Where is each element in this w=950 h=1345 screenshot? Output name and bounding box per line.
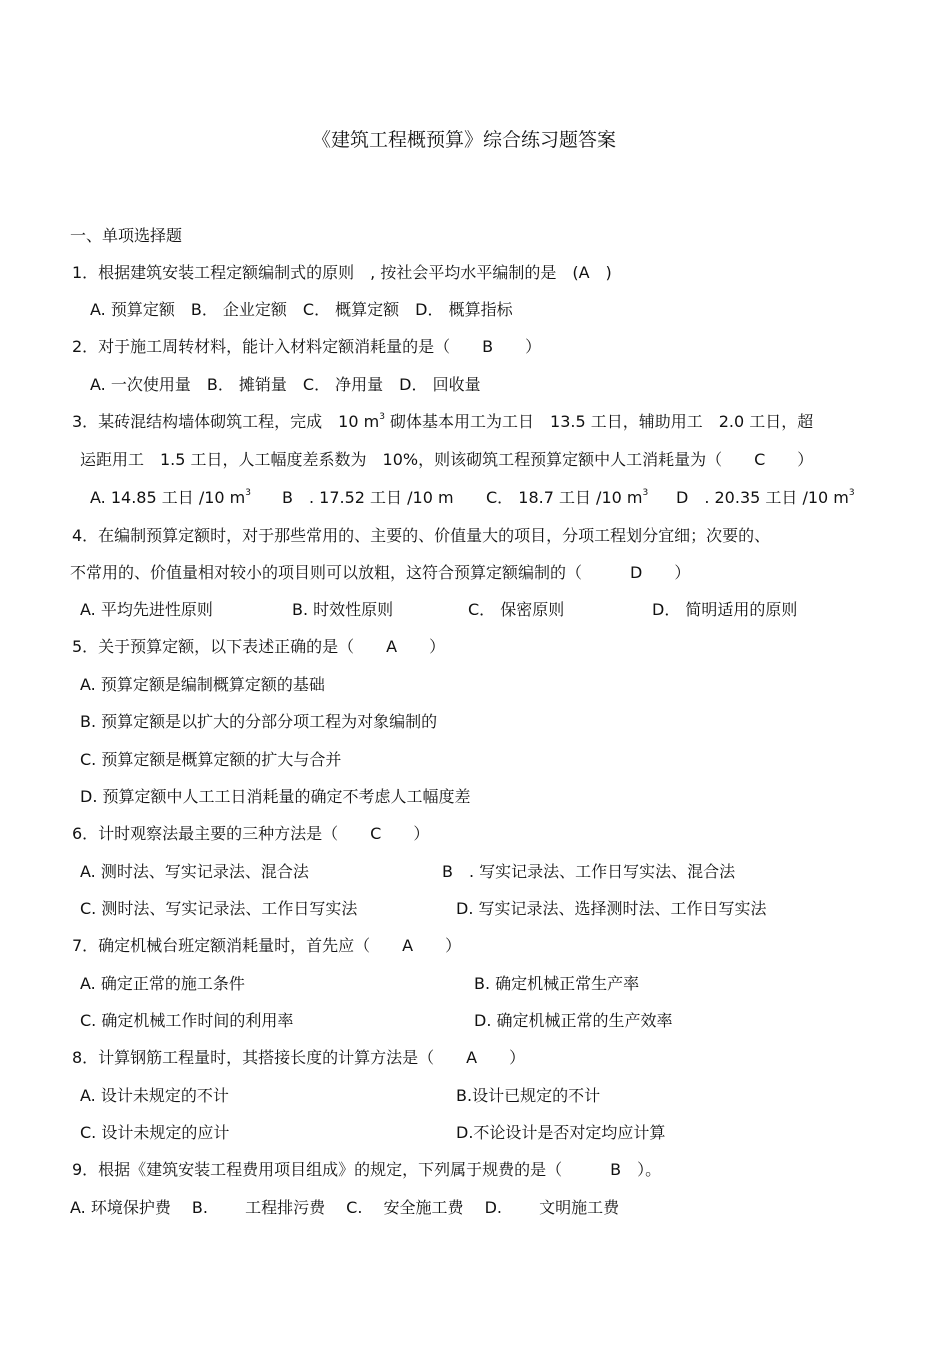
option-text: C． 18.7 工日 /10 m xyxy=(486,488,643,507)
question-6-option-b: B . 写实记录法、工作日写实法、混合法 xyxy=(442,862,736,881)
question-2-stem: 2．对于施工周转材料，能计入材料定额消耗量的是（ B ） xyxy=(72,337,542,356)
question-6-stem: 6．计时观察法最主要的三种方法是（ C ） xyxy=(72,824,430,843)
question-4-option-b: B. 时效性原则 xyxy=(292,600,394,619)
question-6-option-d: D. 写实记录法、选择测时法、工作日写实法 xyxy=(456,899,767,918)
question-7-option-b: B. 确定机械正常生产率 xyxy=(474,974,640,993)
question-4-option-d: D． 简明适用的原则 xyxy=(652,600,798,619)
question-3-line-1 xyxy=(72,412,813,432)
question-4-option-c: C． 保密原则 xyxy=(468,600,565,619)
question-4-line-2: 不常用的、价值量相对较小的项目则可以放粗，这符合预算定额编制的（ D ） xyxy=(70,563,691,582)
question-3-option-a xyxy=(90,488,251,508)
option-text: A. 14.85 工日 /10 m xyxy=(90,488,246,507)
superscript-3: 3 xyxy=(245,488,251,498)
question-5-option-d: D. 预算定额中人工工日消耗量的确定不考虑人工幅度差 xyxy=(80,787,471,806)
question-5-option-a: A. 预算定额是编制概算定额的基础 xyxy=(80,675,325,694)
question-8-option-a: A. 设计未规定的不计 xyxy=(80,1086,229,1105)
superscript-3: 3 xyxy=(642,488,649,498)
document-title: 《建筑工程概预算》综合练习题答案 xyxy=(312,129,617,151)
question-8-option-d: D.不论设计是否对定均应计算 xyxy=(456,1123,666,1142)
question-8-option-c: C. 设计未规定的应计 xyxy=(80,1123,230,1142)
question-9-options: A. 环境保护费 B. 工程排污费 C. 安全施工费 D. 文明施工费 xyxy=(70,1198,620,1217)
question-3-option-c xyxy=(486,488,648,508)
question-7-option-a: A. 确定正常的施工条件 xyxy=(80,974,245,993)
question-3-option-b xyxy=(282,488,454,508)
question-4-option-a: A. 平均先进性原则 xyxy=(80,600,213,619)
question-9-stem: 9．根据《建筑安装工程费用项目组成》的规定，下列属于规费的是（ B ）。 xyxy=(72,1160,662,1179)
option-text: D . 20.35 工日 /10 m xyxy=(676,488,849,507)
question-6-option-c: C. 测时法、写实记录法、工作日写实法 xyxy=(80,899,358,918)
question-7-option-d: D. 确定机械正常的生产效率 xyxy=(474,1011,673,1030)
question-8-option-b: B.设计已规定的不计 xyxy=(456,1086,601,1105)
question-1-options: A. 预算定额 B． 企业定额 C． 概算定额 D． 概算指标 xyxy=(90,300,513,319)
question-5-stem: 5．关于预算定额，以下表述正确的是（ A ） xyxy=(72,637,446,656)
superscript-3: 3 xyxy=(848,488,855,498)
question-3-option-d xyxy=(676,488,855,508)
question-6-option-a: A. 测时法、写实记录法、混合法 xyxy=(80,862,309,881)
question-3-line-1-text-cont: 砌体基本用工为工日 13.5 工日，辅助用工 2.0 工日，超 xyxy=(384,412,814,431)
question-7-option-c: C. 确定机械工作时间的利用率 xyxy=(80,1011,294,1030)
superscript-3: 3 xyxy=(379,412,385,422)
question-3-line-2: 运距用工 1.5 工日，人工幅度差系数为 10%，则该砌筑工程预算定额中人工消耗量为（ C ） xyxy=(80,450,814,469)
question-5-option-b: B. 预算定额是以扩大的分部分项工程为对象编制的 xyxy=(80,712,438,731)
question-1-stem: 1．根据建筑安装工程定额编制式的原则 , 按社会平均水平编制的是 (A ) xyxy=(72,263,612,282)
question-4-line-1: 4．在编制预算定额时，对于那些常用的、主要的、价值量大的项目，分项工程划分宜细；次要的、 xyxy=(72,526,771,545)
section-heading: 一、单项选择题 xyxy=(70,226,183,245)
question-3-line-1-text: 3．某砖混结构墙体砌筑工程，完成 10 m xyxy=(72,412,380,431)
question-2-options: A. 一次使用量 B． 摊销量 C． 净用量 D． 回收量 xyxy=(90,375,481,394)
question-5-option-c: C. 预算定额是概算定额的扩大与合并 xyxy=(80,750,342,769)
question-7-stem: 7．确定机械台班定额消耗量时，首先应（ A ） xyxy=(72,936,462,955)
option-text: B . 17.52 工日 /10 m xyxy=(282,488,454,507)
question-8-stem: 8．计算钢筋工程量时，其搭接长度的计算方法是（ A ） xyxy=(72,1048,526,1067)
